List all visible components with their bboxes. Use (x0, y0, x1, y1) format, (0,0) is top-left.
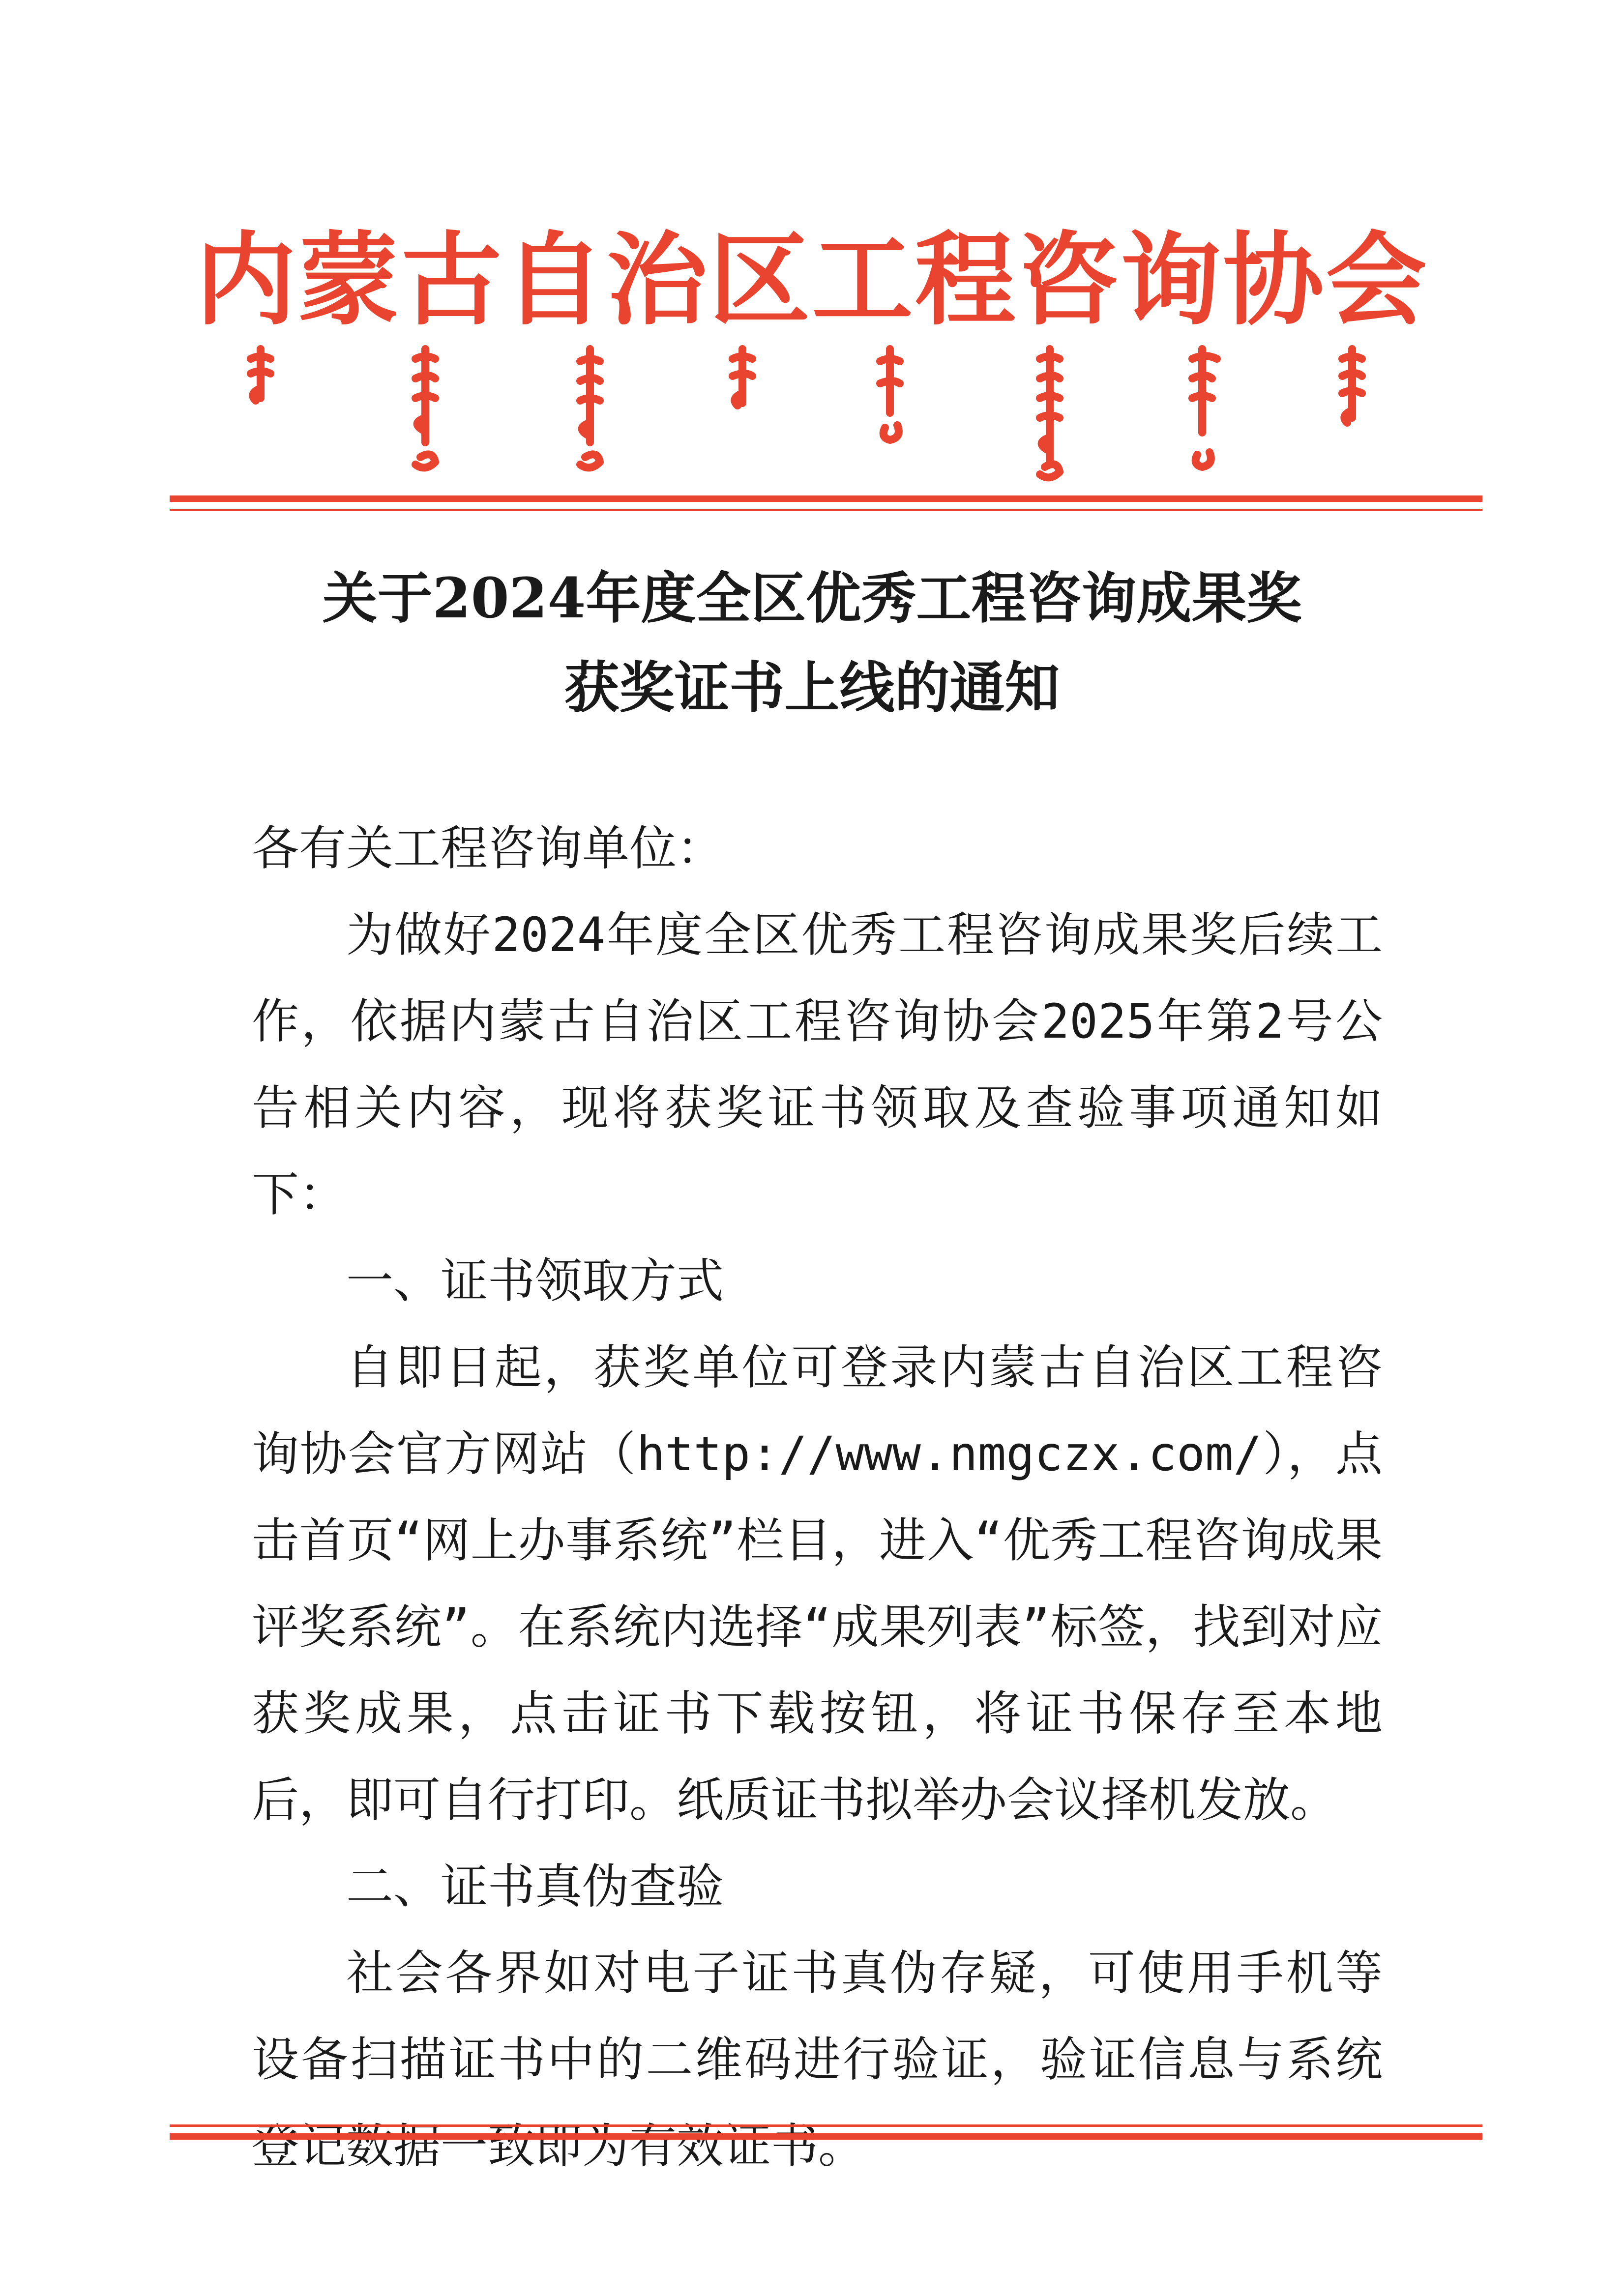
notice-title-line-1: 关于2024年度全区优秀工程咨询成果奖 (322, 566, 1302, 631)
section-heading-1: 一、证书领取方式 (346, 1253, 724, 1308)
header-divider-thick (170, 495, 1482, 502)
section-2-paragraph: 社会各界如对电子证书真伪存疑，可使用手机等设备扫描证书中的二维码进行验证，验证信息与系统登记数据一致即为有效证书。 (252, 1946, 1383, 2174)
header-divider-thin (170, 509, 1482, 511)
org-name-heading: 内蒙古自治区工程咨询协会 (195, 221, 1429, 339)
notice-title-line-2: 获奖证书上线的通知 (564, 656, 1060, 720)
intro-paragraph: 为做好2024年度全区优秀工程咨询成果奖后续工作，依据内蒙古自治区工程咨询协会2025年第2号公告相关内容，现将获奖证书领取及查验事项通知如下： (252, 907, 1383, 1222)
footer-divider-thin (170, 2124, 1482, 2127)
section-heading-2: 二、证书真伪查验 (346, 1859, 724, 1914)
section-1-paragraph: 自即日起，获奖单位可登录内蒙古自治区工程咨询协会官方网站（http://www.nmgczx.com/），点击首页“网上办事系统”栏目，进入“优秀工程咨询成果评奖系统”。在系统内选择“成果列表”标签，找到对应获奖成果，点击证书下载按钮，将证书保存至本地后，即可自行打印。纸质证书拟举办会议择机发放。 (252, 1340, 1383, 1828)
mongolian-script-icon (231, 344, 1431, 482)
salutation: 各有关工程咨询单位： (252, 821, 724, 876)
notice-body (252, 805, 1383, 2189)
footer-divider-thick (170, 2133, 1482, 2140)
